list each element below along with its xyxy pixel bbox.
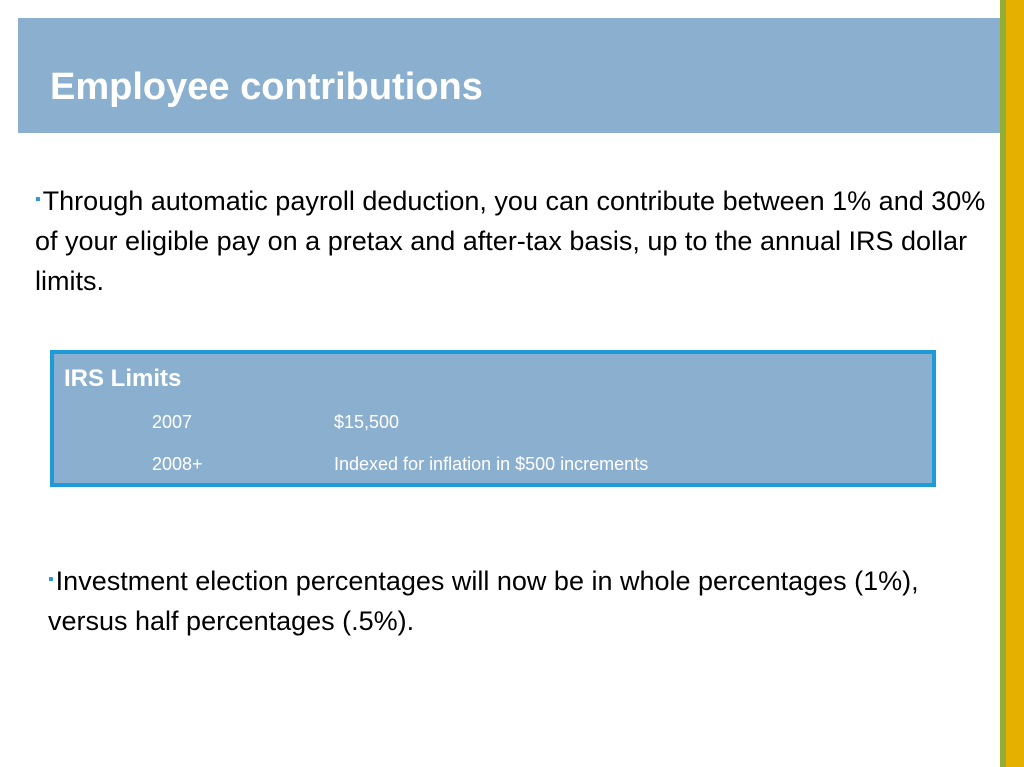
limit-year: 2007 [152,412,193,432]
bullet-investment-election [48,560,928,641]
limit-amount: Indexed for inflation in $500 increments [334,454,649,474]
title-band [18,18,1000,133]
limit-year: 2008+ [152,454,203,474]
table-row [54,410,932,434]
bullet-square-icon: ▪ [35,191,41,208]
slide-title: Employee contributions [50,66,483,108]
bullet-text: Investment election percentages will now be in whole percentages (1%), versus half percentages (.5%). [48,566,919,636]
accent-stripe-gold [1006,0,1024,767]
limit-amount: $15,500 [334,412,400,432]
bullet-contribution-range [35,180,990,301]
irs-limits-table [50,350,936,487]
table-row [54,452,932,476]
bullet-square-icon: ▪ [48,571,54,588]
bullet-text: Through automatic payroll deduction, you can contribute between 1% and 30% of your eligible pay on a pretax and after-tax basis, up to the annual IRS dollar limits. [35,186,986,296]
irs-limits-heading: IRS Limits [64,365,182,392]
